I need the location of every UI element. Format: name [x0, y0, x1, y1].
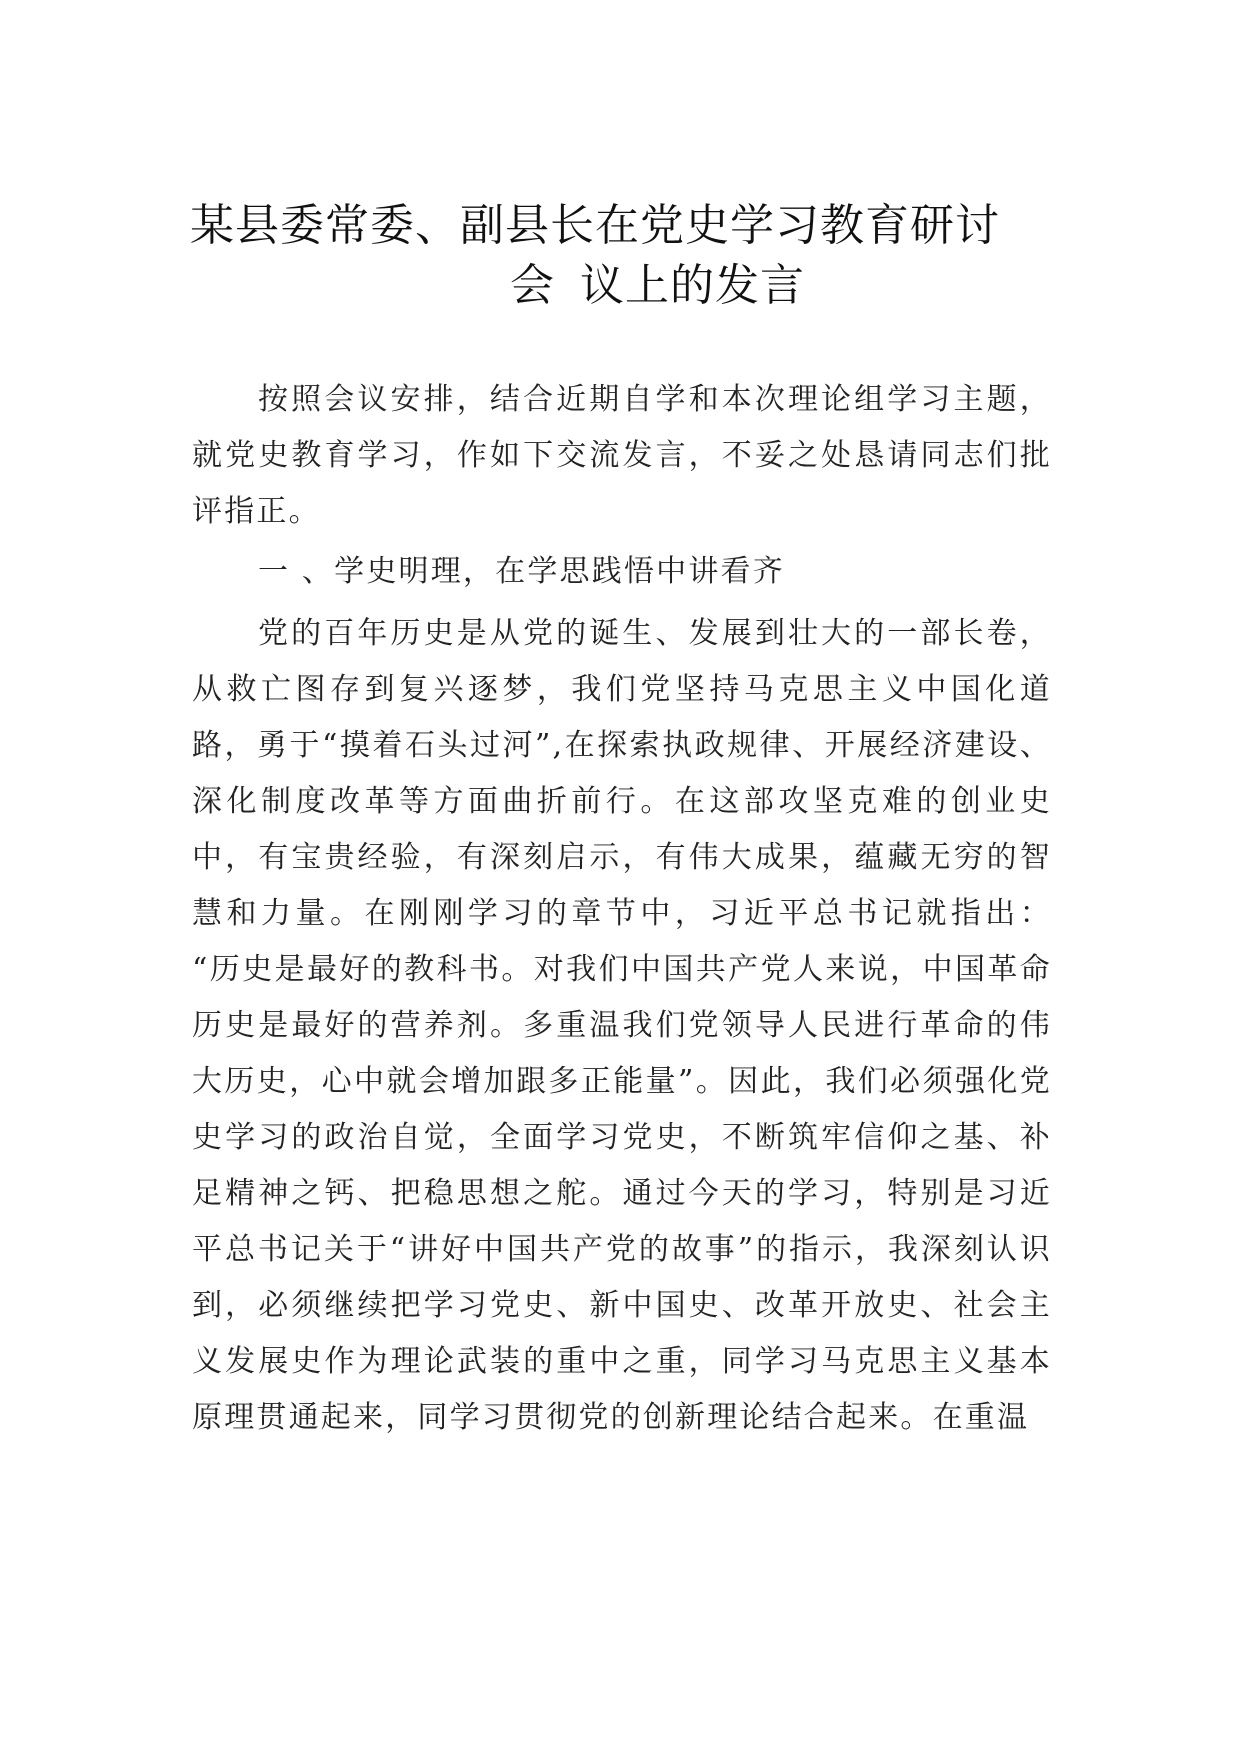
title-line-2: 会 议上的发言 — [510, 260, 805, 311]
document-title — [190, 196, 1090, 316]
intro-paragraph: 按照会议安排，结合近期自学和本次理论组学习主题，就党史教育学习，作如下交流发言，不妥之处恳请同志们批评指正。 — [192, 382, 1052, 529]
body-paragraph: 党的百年历史是从党的诞生、发展到壮大的一部长卷，从救亡图存到复兴逐梦，我们党坚持马克思主义中国化道路，勇于“摸着石头过河”,在探索执政规律、开展经济建设、深化制度改革等方面曲折前行。在这部攻坚克难的创业史中，有宝贵经验，有深刻启示，有伟大成果，蕴藏无穷的智慧和力量。在刚刚学习的章节中，习近平总书记就指出： “历史是最好的教科书。对我们中国共产党人来说，中国革命历史是最好的营养剂。多重温我们党领导人民进行革命的伟大历史，心中就会增加跟多正能量”。因此，我们必须强化党史学习的政治自觉，全面学习党史，不断筑牢信仰之基、补足精神之钙、把稳思想之舵。通过今天的学习，特别是习近平总书记关于“讲好中国共产党的故事”的指示，我深刻认识到，必须继续把学习党史、新中国史、改革开放史、社会主义发展史作为理论武装的重中之重，同学习马克思主义基本原理贯通起来，同学习贯彻党的创新理论结合起来。在重温 — [192, 616, 1052, 1435]
title-line-1: 某县委常委、副县长在党史学习教育研讨 — [190, 200, 1000, 251]
section-heading: 一 、学史明理，在学思践悟中讲看齐 — [258, 554, 785, 589]
document-body — [192, 372, 1052, 1446]
